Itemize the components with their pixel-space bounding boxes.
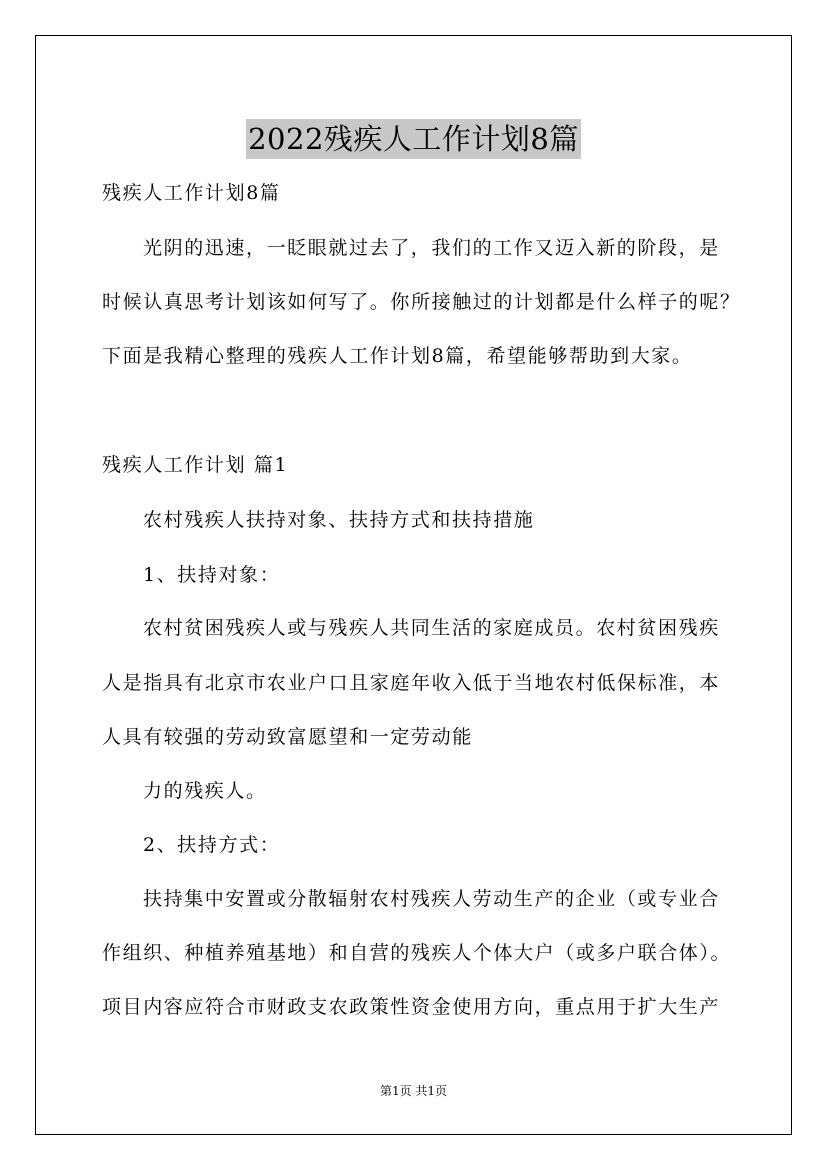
intro-line: 光阴的迅速，一眨眼就过去了，我们的工作又迈入新的阶段，是 <box>143 237 720 259</box>
page-footer: 第1页 共1页 <box>379 1084 448 1098</box>
body-line: 项目内容应符合市财政支农政策性资金使用方向，重点用于扩大生产 <box>102 996 721 1018</box>
body-line: 扶持集中安置或分散辐射农村残疾人劳动生产的企业（或专业合 <box>143 888 720 910</box>
body-line: 2、扶持方式： <box>143 834 281 856</box>
title-container <box>0 100 827 179</box>
section-heading: 残疾人工作计划 篇1 <box>102 454 289 476</box>
body-line: 作组织、种植养殖基地）和自营的残疾人个体大户（或多户联合体）。 <box>102 942 732 964</box>
intro-line: 时候认真思考计划该如何写了。你所接触过的计划都是什么样子的呢？ <box>102 291 741 313</box>
body-line: 农村残疾人扶持对象、扶持方式和扶持措施 <box>143 509 535 531</box>
body-line: 人是指具有北京市农业户口且家庭年收入低于当地农村低保标准，本 <box>102 672 721 694</box>
body-line: 农村贫困残疾人或与残疾人共同生活的家庭成员。农村贫困残疾 <box>143 617 720 639</box>
document-title: 2022残疾人工作计划8篇 <box>246 119 581 159</box>
intro-line: 下面是我精心整理的残疾人工作计划8篇，希望能够帮助到大家。 <box>102 345 693 367</box>
body-line: 力的残疾人。 <box>143 780 267 802</box>
body-line: 1、扶持对象： <box>143 564 281 586</box>
body-line: 人具有较强的劳动致富愿望和一定劳动能 <box>102 726 473 748</box>
document-subtitle: 残疾人工作计划8篇 <box>102 182 281 204</box>
